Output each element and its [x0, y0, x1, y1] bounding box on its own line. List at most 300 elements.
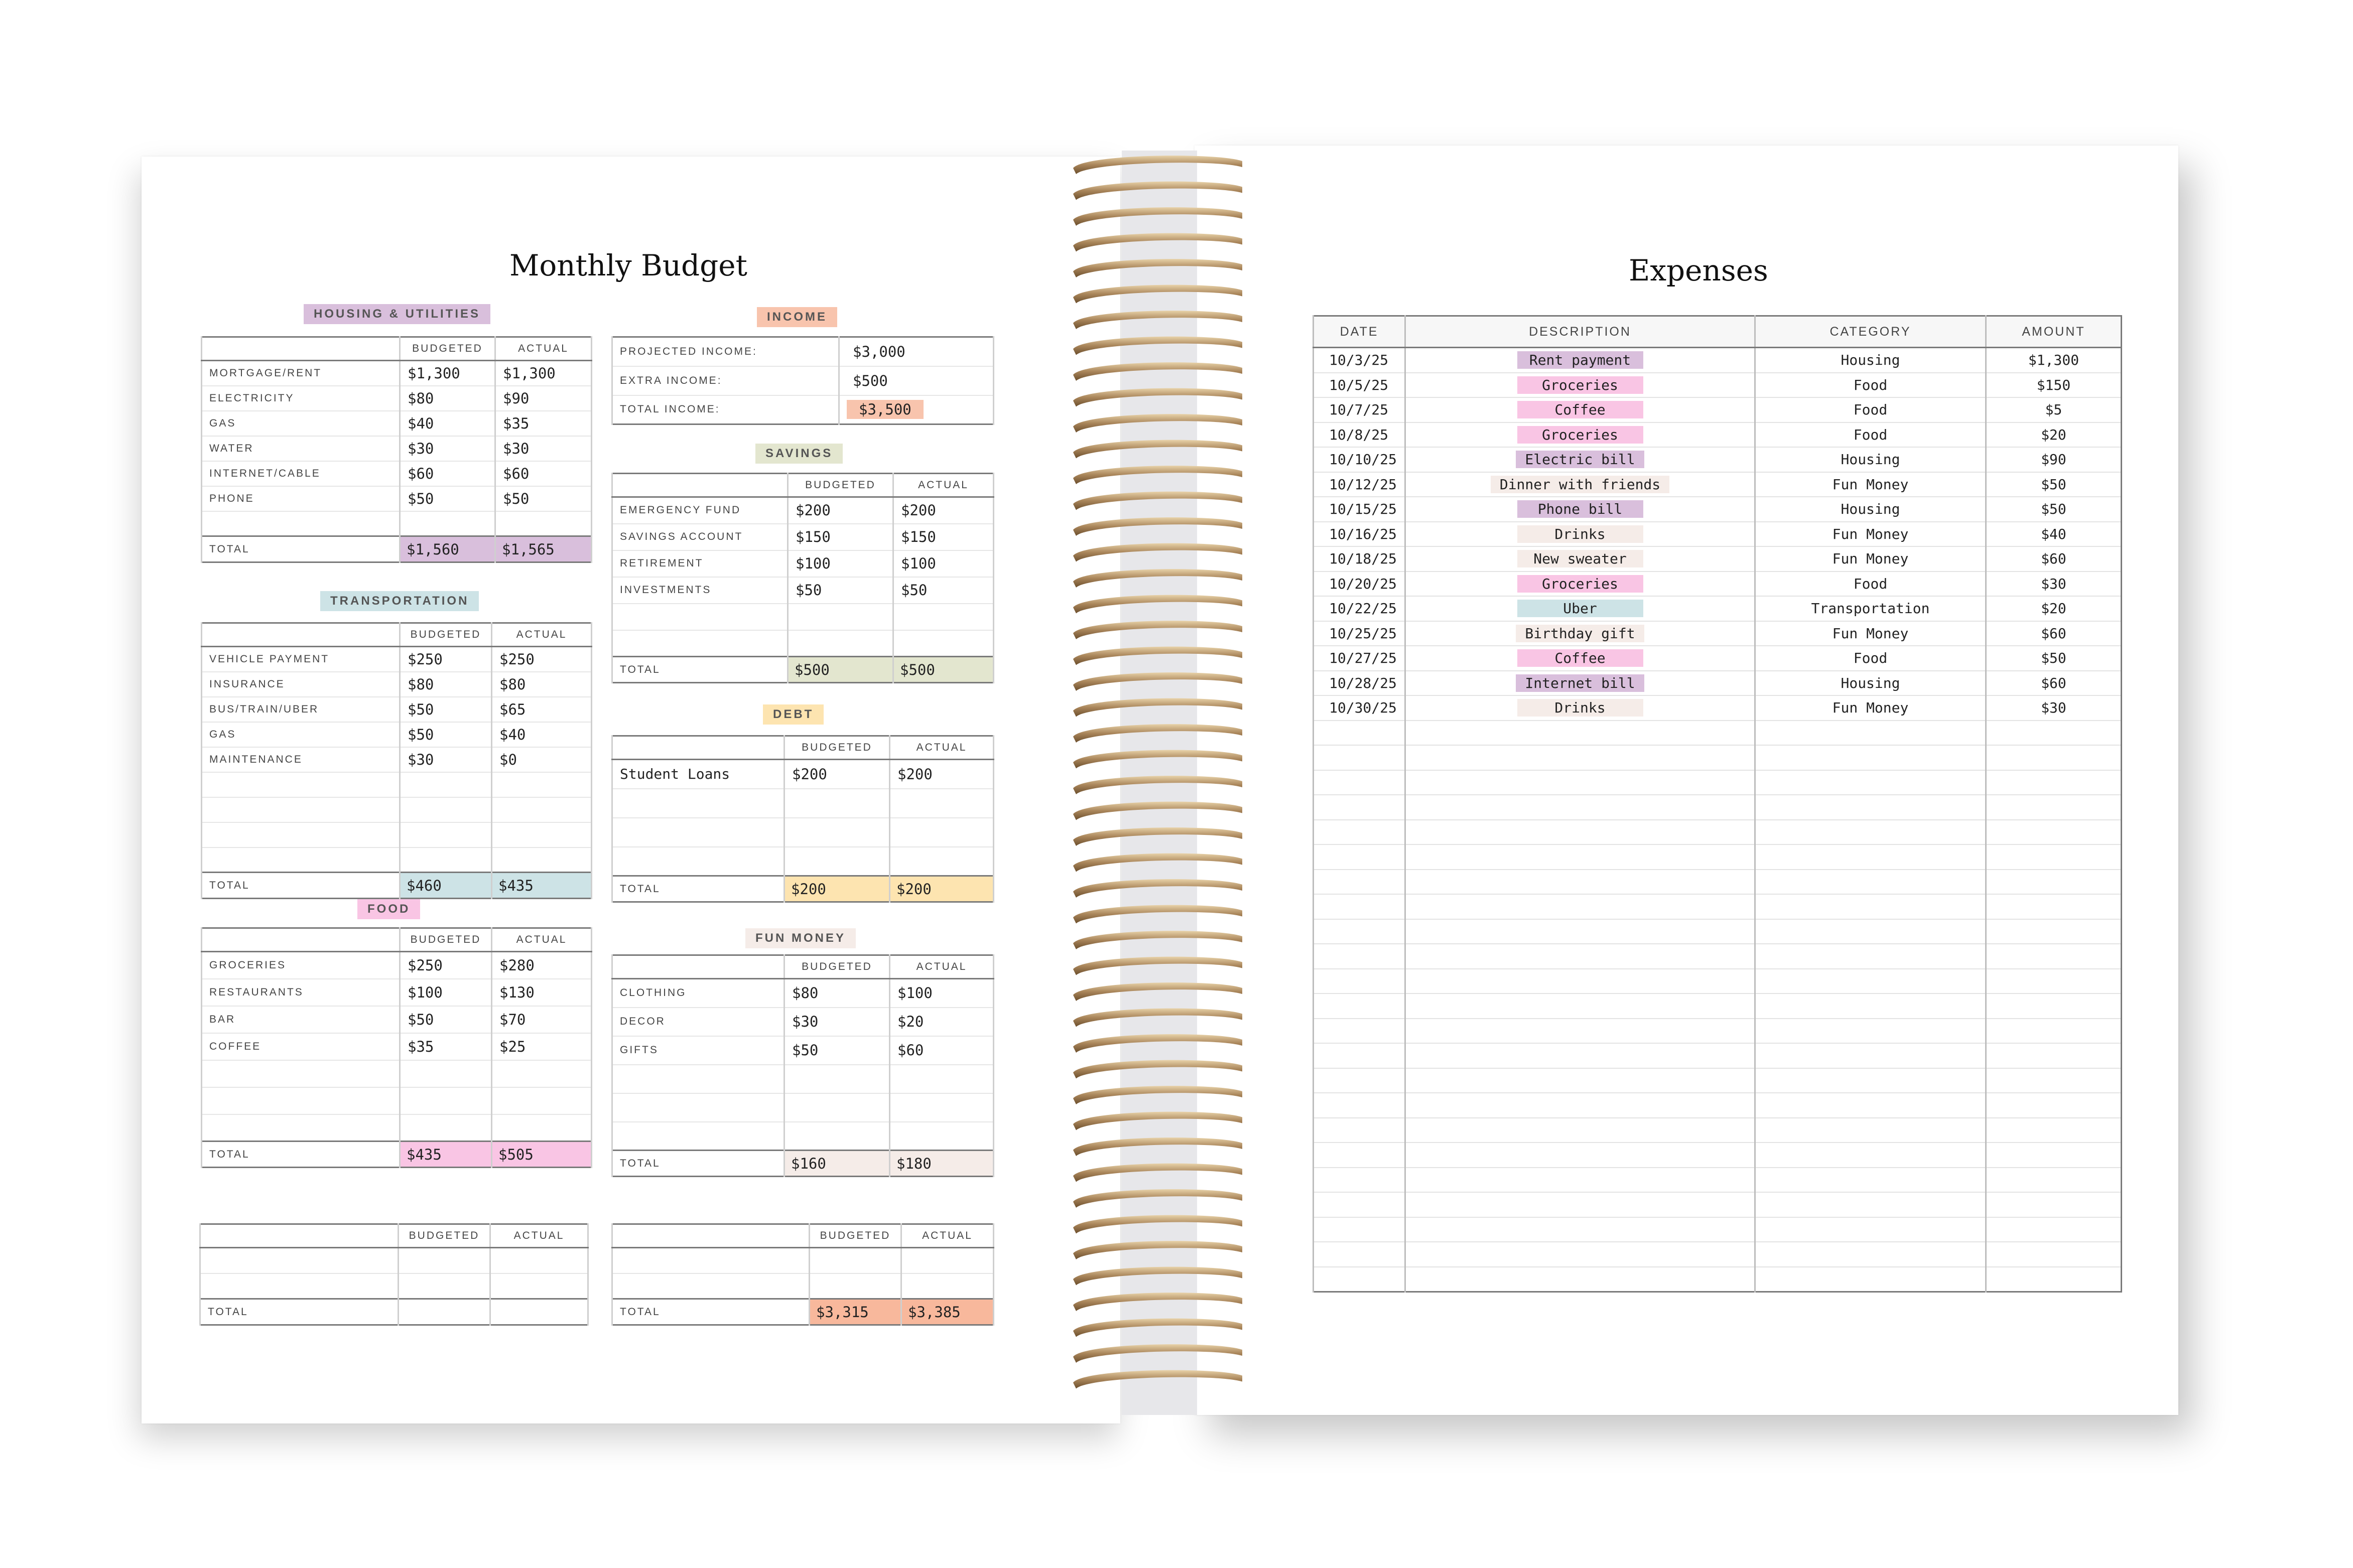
blank-cell	[1314, 1242, 1405, 1267]
budgeted-value: $100	[400, 979, 492, 1006]
total-actual	[490, 1299, 588, 1325]
budgeted-value: $50	[400, 722, 492, 747]
actual-value: $200	[893, 497, 994, 524]
budgeted-value	[400, 1114, 492, 1142]
expense-category: Fun Money	[1755, 472, 1986, 497]
table-row	[612, 789, 994, 818]
blank-cell	[1986, 1143, 2122, 1168]
expense-amount: $50	[1986, 472, 2122, 497]
table-row	[612, 1273, 994, 1299]
expense-description	[1405, 373, 1755, 398]
blank-cell	[1986, 721, 2122, 746]
blank-cell	[1755, 721, 1986, 746]
description-tag: Groceries	[1517, 575, 1643, 593]
total-budgeted	[400, 1142, 492, 1168]
income-value	[839, 395, 994, 424]
header-budgeted: BUDGETED	[810, 1224, 901, 1248]
header-budgeted: BUDGETED	[785, 955, 890, 979]
row-label	[202, 1060, 400, 1087]
expense-description	[1405, 497, 1755, 522]
blank-cell	[1405, 1143, 1755, 1168]
header-blank	[612, 1224, 810, 1248]
blank-cell	[1755, 770, 1986, 795]
expense-date: 10/20/25	[1314, 572, 1405, 597]
housing-utilities-table	[201, 336, 592, 563]
blank-cell	[1986, 969, 2122, 994]
expense-description	[1405, 422, 1755, 448]
coil-ring	[1073, 827, 1242, 846]
actual-value: $90	[495, 386, 592, 411]
row-label: PHONE	[202, 486, 400, 511]
blank-row	[1314, 870, 2122, 895]
blank-cell	[1314, 745, 1405, 770]
row-label: Student Loans	[612, 760, 785, 789]
blank-row	[1314, 820, 2122, 845]
coil-ring	[1073, 672, 1242, 691]
coil-ring	[1073, 724, 1242, 743]
actual-value	[893, 604, 994, 630]
blank-cell	[1314, 770, 1405, 795]
actual-value	[492, 797, 592, 822]
budgeted-value	[788, 630, 893, 657]
income-row	[612, 366, 994, 395]
blank-cell	[1314, 969, 1405, 994]
blank-row	[1314, 1168, 2122, 1193]
blank-cell	[1314, 1093, 1405, 1118]
actual-value	[495, 511, 592, 536]
income-table	[611, 336, 994, 425]
expense-category: Food	[1755, 646, 1986, 671]
expense-date: 10/7/25	[1314, 397, 1405, 422]
blank-cell	[1405, 944, 1755, 969]
expense-description	[1405, 596, 1755, 621]
expense-row	[1314, 546, 2122, 572]
budgeted-value: $60	[400, 461, 495, 486]
blank-cell	[1314, 1192, 1405, 1217]
coil-ring	[1073, 931, 1242, 949]
expense-category: Housing	[1755, 348, 1986, 373]
description-tag: Rent payment	[1517, 351, 1643, 369]
coil-ring	[1073, 879, 1242, 898]
header-actual: ACTUAL	[901, 1224, 994, 1248]
actual-value	[492, 847, 592, 873]
budgeted-value: $35	[400, 1033, 492, 1060]
description-tag: Drinks	[1517, 699, 1643, 717]
monthly-budget-title: Monthly Budget	[509, 248, 747, 282]
budgeted-value	[400, 847, 492, 873]
header-blank	[612, 474, 788, 497]
row-label	[612, 630, 788, 657]
table-row	[612, 524, 994, 550]
blank-cell	[1405, 1043, 1755, 1068]
blank-cell	[1755, 1267, 1986, 1292]
row-label: GROCERIES	[202, 952, 400, 979]
row-label	[612, 1065, 785, 1093]
blank-cell	[1314, 919, 1405, 944]
table-row	[202, 952, 592, 979]
coil-ring	[1073, 233, 1242, 252]
blank-row	[1314, 770, 2122, 795]
blank-cell	[1314, 1043, 1405, 1068]
blank-cell	[1314, 795, 1405, 820]
actual-value	[901, 1273, 994, 1299]
expense-amount: $30	[1986, 572, 2122, 597]
total-budgeted	[785, 1151, 890, 1177]
description-tag: Groceries	[1517, 376, 1643, 394]
row-label	[612, 847, 785, 876]
income-label: TOTAL INCOME:	[612, 395, 839, 424]
total-row	[200, 1299, 588, 1325]
total-row	[612, 1151, 994, 1177]
coil-ring	[1073, 1215, 1242, 1234]
blank-cell	[1405, 844, 1755, 870]
coil-ring	[1073, 750, 1242, 769]
actual-value	[901, 1248, 994, 1273]
header-budgeted: BUDGETED	[785, 736, 890, 760]
budgeted-value: $30	[785, 1008, 890, 1036]
expense-category: Housing	[1755, 447, 1986, 472]
blank-cell	[1755, 894, 1986, 919]
total-value: $160	[791, 1155, 826, 1172]
total-label: TOTAL	[612, 876, 785, 902]
blank-cell	[1405, 1217, 1755, 1242]
budgeted-value	[785, 1093, 890, 1122]
header-budgeted: BUDGETED	[400, 928, 492, 952]
blank-cell	[1314, 1068, 1405, 1093]
actual-value	[890, 1065, 994, 1093]
blank-cell	[1314, 1217, 1405, 1242]
row-label: INVESTMENTS	[612, 577, 788, 604]
table-row	[202, 979, 592, 1006]
expense-date: 10/15/25	[1314, 497, 1405, 522]
budgeted-value: $50	[785, 1036, 890, 1065]
expense-category: Fun Money	[1755, 522, 1986, 547]
expense-amount: $50	[1986, 497, 2122, 522]
blank-cell	[1986, 844, 2122, 870]
total-value: $1,565	[502, 540, 555, 558]
blank-cell	[1986, 894, 2122, 919]
income-label: PROJECTED INCOME:	[612, 337, 839, 366]
coil-ring	[1073, 182, 1242, 200]
table-row	[202, 797, 592, 822]
coil-ring	[1073, 853, 1242, 872]
savings-table	[611, 473, 994, 683]
total-value: $435	[498, 877, 534, 894]
row-label: GAS	[202, 722, 400, 747]
budgeted-value	[788, 604, 893, 630]
row-label	[612, 789, 785, 818]
blank-cell	[1755, 969, 1986, 994]
expense-category: Food	[1755, 422, 1986, 448]
coil-ring	[1073, 1241, 1242, 1259]
header-budgeted: BUDGETED	[400, 623, 492, 647]
actual-value	[890, 1093, 994, 1122]
blank-cell	[1755, 1143, 1986, 1168]
coil-ring	[1073, 1319, 1242, 1337]
income-amount: $500	[853, 372, 888, 389]
blank-cell	[1986, 1093, 2122, 1118]
actual-value: $50	[893, 577, 994, 604]
actual-value	[492, 1114, 592, 1142]
blank-cell	[1986, 944, 2122, 969]
expense-amount: $60	[1986, 621, 2122, 646]
budgeted-value: $100	[788, 550, 893, 577]
expense-row	[1314, 397, 2122, 422]
total-actual	[890, 876, 994, 902]
total-row	[612, 876, 994, 902]
category-header: CATEGORY	[1755, 316, 1986, 348]
coil-ring	[1073, 698, 1242, 717]
table-row	[202, 847, 592, 873]
fun-money-label: FUN MONEY	[745, 928, 856, 948]
coil-ring	[1073, 156, 1242, 174]
row-label: GIFTS	[612, 1036, 785, 1065]
date-header: DATE	[1314, 316, 1405, 348]
total-value: $200	[896, 880, 932, 898]
spiral-binding-icon	[1069, 151, 1250, 1415]
table-row	[202, 411, 592, 436]
actual-value	[492, 772, 592, 797]
total-label: TOTAL	[612, 1299, 810, 1325]
expense-date: 10/16/25	[1314, 522, 1405, 547]
table-row	[202, 647, 592, 672]
actual-value: $200	[890, 760, 994, 789]
row-label	[202, 511, 400, 536]
blank-cell	[1755, 844, 1986, 870]
total-actual	[492, 1142, 592, 1168]
transportation-table	[201, 622, 592, 899]
row-label: EMERGENCY FUND	[612, 497, 788, 524]
total-row	[612, 657, 994, 683]
blank-cell	[1314, 1118, 1405, 1143]
expense-category: Food	[1755, 397, 1986, 422]
total-value: $435	[407, 1146, 442, 1163]
coil-ring	[1073, 285, 1242, 304]
expense-category: Fun Money	[1755, 621, 1986, 646]
actual-value	[890, 789, 994, 818]
blank-cell	[1755, 1093, 1986, 1118]
total-label: TOTAL	[202, 873, 400, 899]
table-row	[202, 361, 592, 386]
expense-row	[1314, 596, 2122, 621]
table-row	[612, 1065, 994, 1093]
budgeted-value: $50	[400, 486, 495, 511]
grand-total-table	[611, 1223, 994, 1326]
row-label: ELECTRICITY	[202, 386, 400, 411]
income-row	[612, 395, 994, 424]
expense-amount: $40	[1986, 522, 2122, 547]
coil-ring	[1073, 1137, 1242, 1156]
blank-row	[1314, 969, 2122, 994]
table-row	[202, 1060, 592, 1087]
budgeted-value	[400, 1087, 492, 1114]
income-label: EXTRA INCOME:	[612, 366, 839, 395]
blank-cell	[1755, 795, 1986, 820]
coil-ring	[1073, 440, 1242, 459]
coil-ring	[1073, 543, 1242, 562]
total-value: $200	[791, 880, 826, 898]
blank-row	[1314, 1043, 2122, 1068]
budgeted-value: $150	[788, 524, 893, 550]
row-label	[202, 847, 400, 873]
coil-ring	[1073, 1060, 1242, 1079]
total-label: TOTAL	[202, 1142, 400, 1168]
header-actual: ACTUAL	[490, 1224, 588, 1248]
budgeted-value	[399, 1273, 490, 1299]
coil-ring	[1073, 1293, 1242, 1311]
amount-header: AMOUNT	[1986, 316, 2122, 348]
description-tag: Groceries	[1517, 426, 1643, 444]
fun-money-table	[611, 954, 994, 1177]
blank-cell	[1986, 1192, 2122, 1217]
table-row	[612, 1248, 994, 1273]
coil-ring	[1073, 1112, 1242, 1130]
total-value: $500	[795, 661, 830, 678]
row-label	[202, 772, 400, 797]
row-label	[202, 797, 400, 822]
blank-cell	[1986, 1043, 2122, 1068]
coil-ring	[1073, 388, 1242, 407]
blank-row	[1314, 944, 2122, 969]
budgeted-value	[785, 1122, 890, 1151]
budgeted-value: $80	[400, 386, 495, 411]
blank-cell	[1986, 919, 2122, 944]
blank-row	[1314, 1019, 2122, 1044]
row-label: INSURANCE	[202, 672, 400, 697]
expense-category: Housing	[1755, 671, 1986, 696]
actual-value: $280	[492, 952, 592, 979]
total-actual	[492, 873, 592, 899]
description-tag: Coffee	[1517, 649, 1643, 667]
blank-cell	[1755, 1217, 1986, 1242]
expense-category: Fun Money	[1755, 695, 1986, 721]
actual-value: $150	[893, 524, 994, 550]
description-tag: Birthday gift	[1516, 625, 1644, 642]
header-blank	[202, 928, 400, 952]
table-row	[612, 818, 994, 847]
row-label: INTERNET/CABLE	[202, 461, 400, 486]
blank-cell	[1405, 1019, 1755, 1044]
total-budgeted	[400, 873, 492, 899]
budgeted-value: $30	[400, 747, 492, 772]
expense-category: Housing	[1755, 497, 1986, 522]
actual-value: $20	[890, 1008, 994, 1036]
blank-cell	[1405, 1242, 1755, 1267]
coil-ring	[1073, 362, 1242, 381]
blank-cell	[1755, 993, 1986, 1019]
table-row	[202, 386, 592, 411]
table-row	[202, 1006, 592, 1033]
expense-row	[1314, 572, 2122, 597]
expense-amount: $5	[1986, 397, 2122, 422]
table-row	[612, 630, 994, 657]
blank-cell	[1314, 820, 1405, 845]
table-row	[612, 1036, 994, 1065]
blank-row	[1314, 1217, 2122, 1242]
blank-cell	[1314, 1143, 1405, 1168]
description-tag: Internet bill	[1516, 674, 1644, 692]
actual-value	[490, 1248, 588, 1273]
budgeted-value: $40	[400, 411, 495, 436]
row-label: RETIREMENT	[612, 550, 788, 577]
expense-date: 10/3/25	[1314, 348, 1405, 373]
blank-cell	[1405, 993, 1755, 1019]
budgeted-value: $1,300	[400, 361, 495, 386]
blank-cell	[1405, 870, 1755, 895]
expense-row	[1314, 497, 2122, 522]
blank-row	[1314, 721, 2122, 746]
actual-value: $80	[492, 672, 592, 697]
coil-ring	[1073, 621, 1242, 639]
blank-cell	[1405, 969, 1755, 994]
blank-cell	[1405, 770, 1755, 795]
actual-value: $250	[492, 647, 592, 672]
actual-value: $25	[492, 1033, 592, 1060]
row-label: VEHICLE PAYMENT	[202, 647, 400, 672]
total-actual	[901, 1299, 994, 1325]
budgeted-value: $30	[400, 436, 495, 461]
expense-description	[1405, 646, 1755, 671]
row-label: CLOTHING	[612, 979, 785, 1008]
blank-row	[1314, 844, 2122, 870]
table-row	[612, 1093, 994, 1122]
blank-row	[1314, 1242, 2122, 1267]
blank-cell	[1405, 1068, 1755, 1093]
table-row	[612, 979, 994, 1008]
description-tag: Drinks	[1517, 525, 1643, 543]
coil-ring	[1073, 492, 1242, 510]
expense-category: Transportation	[1755, 596, 1986, 621]
header-budgeted: BUDGETED	[400, 337, 495, 361]
debt-table	[611, 735, 994, 903]
description-tag: Electric bill	[1516, 451, 1644, 468]
row-label: COFFEE	[202, 1033, 400, 1060]
blank-cell	[1986, 1118, 2122, 1143]
total-budgeted	[810, 1299, 901, 1325]
expense-description	[1405, 447, 1755, 472]
actual-value	[492, 1060, 592, 1087]
blank-cell	[1314, 894, 1405, 919]
expense-date: 10/10/25	[1314, 447, 1405, 472]
actual-value	[492, 1087, 592, 1114]
expense-description	[1405, 472, 1755, 497]
expense-date: 10/28/25	[1314, 671, 1405, 696]
description-tag: Coffee	[1517, 401, 1643, 418]
header-actual: ACTUAL	[893, 474, 994, 497]
blank-cell	[1755, 919, 1986, 944]
row-label	[202, 1087, 400, 1114]
blank-row	[1314, 1143, 2122, 1168]
expense-amount: $1,300	[1986, 348, 2122, 373]
total-actual	[893, 657, 994, 683]
blank-cell	[1755, 745, 1986, 770]
expense-amount: $60	[1986, 671, 2122, 696]
total-budgeted	[399, 1299, 490, 1325]
coil-ring	[1073, 776, 1242, 794]
row-label: RESTAURANTS	[202, 979, 400, 1006]
budgeted-value	[785, 847, 890, 876]
row-label: GAS	[202, 411, 400, 436]
budgeted-value: $250	[400, 647, 492, 672]
blank-cell	[1314, 844, 1405, 870]
coil-ring	[1073, 569, 1242, 588]
blank-cell	[1405, 919, 1755, 944]
row-label	[612, 604, 788, 630]
total-actual	[890, 1151, 994, 1177]
expense-amount: $30	[1986, 695, 2122, 721]
actual-value	[890, 1122, 994, 1151]
total-value: $3,315	[816, 1303, 869, 1321]
